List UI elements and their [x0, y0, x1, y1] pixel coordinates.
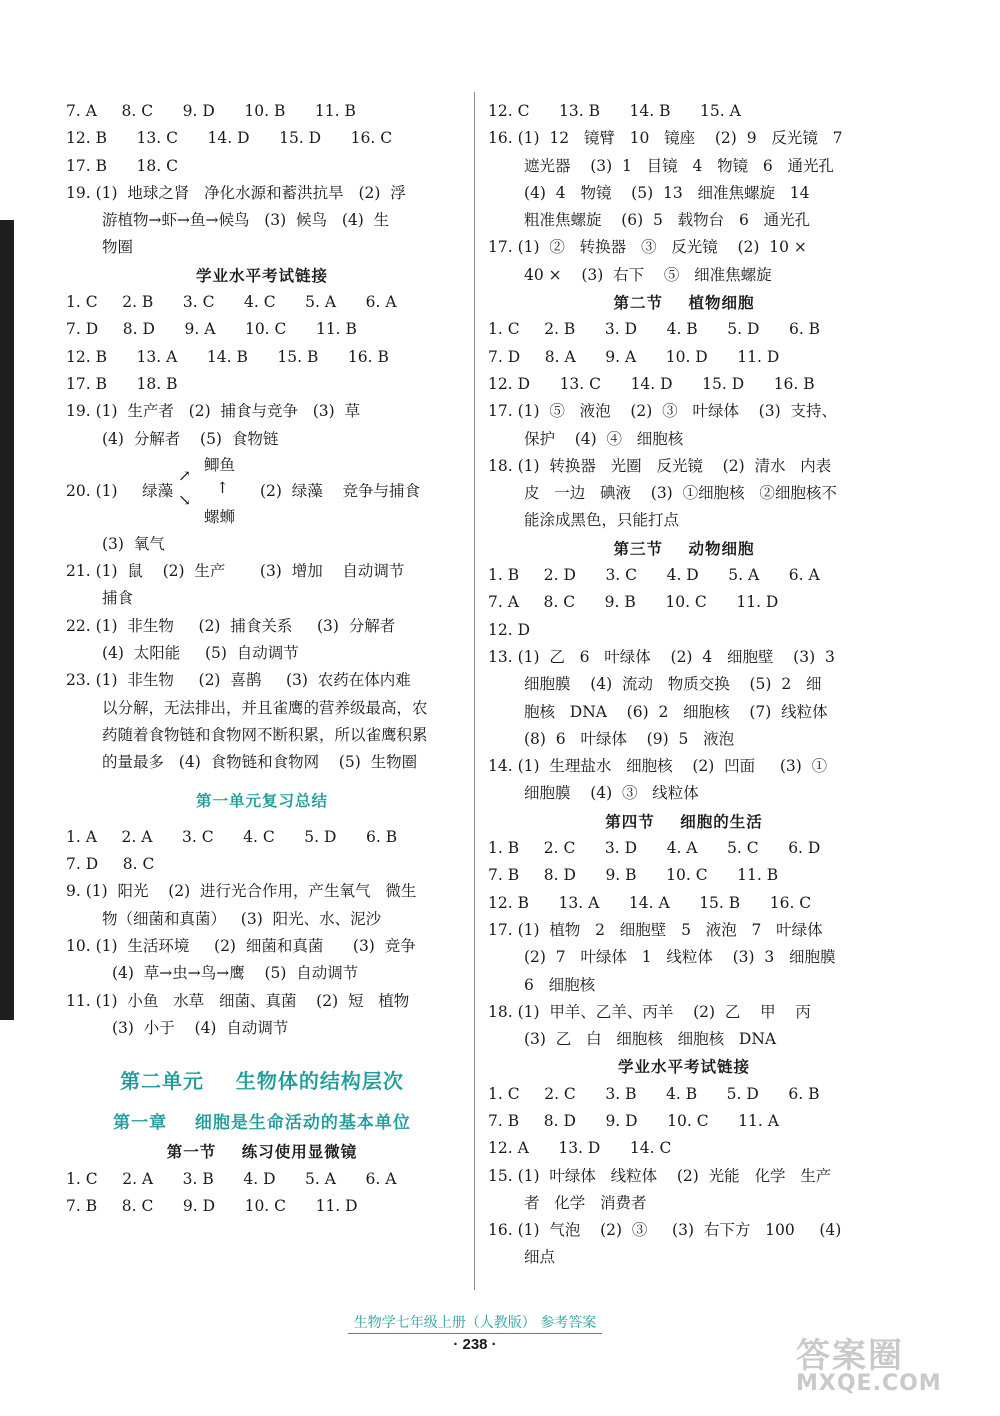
answer-line: 13. (1) 乙 6 叶绿体 (2) 4 细胞壁 (3) 3	[488, 647, 835, 666]
watermark-url: MXQE.COM	[796, 1371, 942, 1396]
page-number: · 238 ·	[453, 1336, 497, 1353]
answer-line: (4) 草→虫→鸟→鹰 (5) 自动调节	[112, 964, 359, 983]
section-heading: 第三节 动物细胞	[613, 538, 755, 558]
answer-line: 17. (1) ⑤ 液泡 (2) ③ 叶绿体 (3) 支持、	[488, 402, 837, 421]
answer-line: 15. (1) 叶绿体 线粒体 (2) 光能 化学 生产	[488, 1166, 832, 1185]
answer-line: 1. C 2. A 3. B 4. D 5. A 6. A	[66, 1169, 397, 1188]
answer-line: 1. A 2. A 3. C 4. C 5. D 6. B	[66, 827, 398, 846]
answer-line: 12. B 13. C 14. D 15. D 16. C	[66, 129, 393, 148]
chapter-heading: 第一章 细胞是生命活动的基本单位	[113, 1113, 411, 1134]
answer-line: 7. D 8. D 9. A 10. C 11. B	[66, 320, 357, 339]
right-column	[488, 98, 880, 1272]
page-footer	[300, 1312, 650, 1353]
answer-line: (3) 小于 (4) 自动调节	[112, 1018, 289, 1037]
answer-line: 12. B 13. A 14. A 15. B 16. C	[488, 893, 812, 912]
answer-line: 7. A 8. C 9. B 10. C 11. D	[488, 593, 779, 612]
answer-line: (4) 太阳能 (5) 自动调节	[102, 644, 299, 663]
answer-line: 以分解，无法排出，并且雀鹰的营养级最高，农	[102, 698, 428, 717]
answer-line: 12. D	[488, 620, 531, 639]
unit-heading: 第二单元 生物体的结构层次	[120, 1069, 404, 1094]
answer-line: 9. (1) 阳光 (2) 进行光合作用，产生氧气 微生	[66, 882, 417, 901]
answer-line: 23. (1) 非生物 (2) 喜鹊 (3) 农药在体内难	[66, 671, 411, 690]
answer-line: 12. B 13. A 14. B 15. B 16. B	[66, 347, 389, 366]
section-heading: 第一单元复习总结	[195, 790, 328, 810]
answer-line: 7. D 8. A 9. A 10. D 11. D	[488, 347, 780, 366]
food-web-right: (2) 绿藻 竞争与捕食	[260, 481, 421, 500]
food-web-arrow: ↗	[178, 466, 191, 485]
answer-line: (2) 7 叶绿体 1 线粒体 (3) 3 细胞膜	[524, 948, 836, 967]
answer-line: 游植物→虾→鱼→候鸟 (3) 候鸟 (4) 生	[102, 211, 390, 230]
answer-line: 1. B 2. D 3. C 4. D 5. A 6. A	[488, 566, 820, 585]
answer-line: 物（细菌和真菌） (3) 阳光、水、泥沙	[102, 909, 382, 928]
answer-line: 40 × (3) 右下 ⑤ 细准焦螺旋	[524, 265, 772, 284]
answer-line: 细点	[524, 1248, 556, 1267]
answer-line: 16. (1) 12 镜臂 10 镜座 (2) 9 反光镜 7	[488, 129, 843, 148]
answer-line: 7. D 8. C	[66, 855, 155, 874]
answer-line: 保护 (4) ④ 细胞核	[524, 429, 684, 448]
answer-line: 6 细胞核	[524, 975, 596, 994]
answer-line: (4) 4 物镜 (5) 13 细准焦螺旋 14	[524, 183, 810, 202]
answer-line: 能涂成黑色，只能打点	[524, 511, 680, 530]
answer-line: 19. (1) 生产者 (2) 捕食与竞争 (3) 草	[66, 402, 361, 421]
answer-line: 17. (1) ② 转换器 ③ 反光镜 (2) 10 ×	[488, 238, 807, 257]
answer-line: 遮光器 (3) 1 目镜 4 物镜 6 通光孔	[524, 156, 835, 175]
answer-line: 1. C 2. B 3. D 4. B 5. D 6. B	[488, 320, 821, 339]
answer-line: 细胞膜 (4) 流动 物质交换 (5) 2 细	[524, 675, 822, 694]
answer-line: 细胞膜 (4) ③ 线粒体	[524, 784, 699, 803]
answer-line: 10. (1) 生活环境 (2) 细菌和真菌 (3) 竞争	[66, 937, 416, 956]
food-web-answer	[66, 453, 458, 531]
answer-line: 者 化学 消费者	[524, 1193, 647, 1212]
answer-line: 22. (1) 非生物 (2) 捕食关系 (3) 分解者	[66, 616, 396, 635]
answer-line: 16. (1) 气泡 (2) ③ (3) 右下方 100 (4)	[488, 1221, 842, 1240]
column-divider	[474, 92, 475, 1290]
answer-line: 1. C 2. C 3. B 4. B 5. D 6. B	[488, 1084, 820, 1103]
answer-line: 皮 一边 碘液 (3) ①细胞核 ②细胞核不	[524, 484, 837, 503]
food-web-bottom: 螺蛳	[204, 507, 236, 526]
answer-line: 19. (1) 地球之肾 净化水源和蓄洪抗旱 (2) 浮	[66, 183, 406, 202]
left-column	[66, 98, 458, 1220]
scan-edge-bar	[0, 220, 14, 1020]
section-heading: 学业水平考试链接	[195, 265, 328, 285]
food-web-top: 鲫鱼	[204, 455, 236, 474]
answer-line: 7. B 8. D 9. D 10. C 11. A	[488, 1111, 779, 1130]
section-heading: 第一节 练习使用显微镜	[166, 1142, 358, 1162]
answer-line: (8) 6 叶绿体 (9) 5 液泡	[524, 729, 735, 748]
section-heading: 第四节 细胞的生活	[605, 811, 763, 831]
answer-line: 粗准焦螺旋 (6) 5 载物台 6 通光孔	[524, 211, 811, 230]
answer-line: 的量最多 (4) 食物链和食物网 (5) 生物圈	[102, 753, 418, 772]
answer-line: 18. (1) 甲羊、乙羊、丙羊 (2) 乙 甲 丙	[488, 1002, 811, 1021]
answer-line: (3) 氧气	[102, 534, 165, 553]
answer-line: 胞核 DNA (6) 2 细胞核 (7) 线粒体	[524, 702, 828, 721]
answer-line: (4) 分解者 (5) 食物链	[102, 429, 279, 448]
answer-line: 17. B 18. C	[66, 156, 178, 175]
answer-line: 17. B 18. B	[66, 374, 178, 393]
answer-line: 12. C 13. B 14. B 15. A	[488, 102, 741, 120]
answer-line: 药随着食物链和食物网不断积累，所以雀鹰积累	[102, 725, 428, 744]
footer-title: 生物学七年级上册（人教版） 参考答案	[348, 1312, 602, 1334]
answer-line: 17. (1) 植物 2 细胞壁 5 液泡 7 叶绿体	[488, 920, 823, 939]
answer-line: 18. (1) 转换器 光圈 反光镜 (2) 清水 内表	[488, 456, 832, 475]
section-heading: 学业水平考试链接	[617, 1057, 750, 1077]
answer-line: 7. A 8. C 9. D 10. B 11. B	[66, 102, 356, 120]
answer-line: 捕食	[102, 589, 134, 608]
section-heading: 第二节 植物细胞	[613, 293, 755, 313]
food-web-left: 20. (1) 绿藻	[66, 481, 174, 500]
answer-line: 12. A 13. D 14. C	[488, 1139, 672, 1158]
food-web-arrow: ↘	[178, 490, 191, 509]
answer-line: 14. (1) 生理盐水 细胞核 (2) 凹面 (3) ①	[488, 757, 828, 776]
answer-line: 12. D 13. C 14. D 15. D 16. B	[488, 374, 815, 393]
food-web-arrow: ↑	[216, 478, 229, 497]
answer-line: 1. B 2. C 3. D 4. A 5. C 6. D	[488, 839, 821, 858]
answer-line: 21. (1) 鼠 (2) 生产 (3) 增加 自动调节	[66, 562, 405, 581]
watermark-text: 答案圈	[796, 1336, 904, 1376]
watermark-logo	[796, 1328, 984, 1408]
answer-line: 1. C 2. B 3. C 4. C 5. A 6. A	[66, 293, 397, 312]
answer-line: 物圈	[102, 238, 134, 257]
answer-line: 7. B 8. D 9. B 10. C 11. B	[488, 866, 779, 885]
answer-line: 11. (1) 小鱼 水草 细菌、真菌 (2) 短 植物	[66, 991, 410, 1010]
answer-line: 7. B 8. C 9. D 10. C 11. D	[66, 1196, 358, 1215]
answer-line: (3) 乙 白 细胞核 细胞核 DNA	[524, 1030, 777, 1049]
